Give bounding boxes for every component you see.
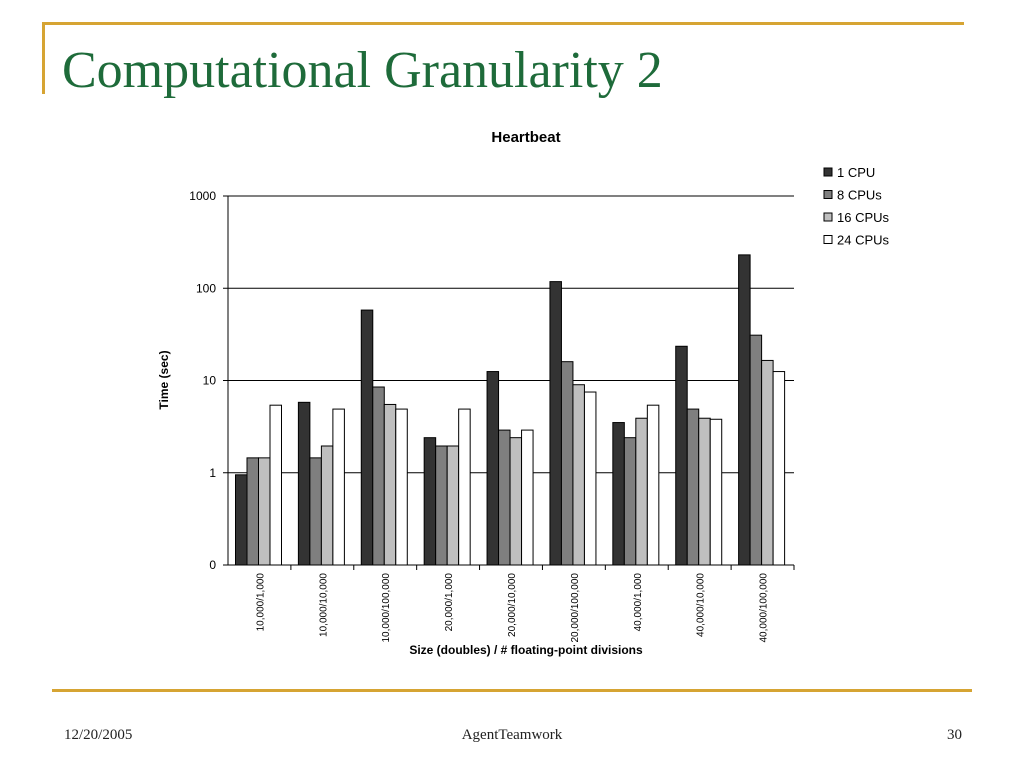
y-tick-label: 100: [195, 281, 216, 296]
bar: [396, 409, 408, 565]
bar: [424, 438, 436, 565]
x-tick-label: 20,000/1,000: [444, 573, 456, 632]
bar: [676, 346, 688, 565]
bar: [739, 255, 751, 565]
bar: [459, 409, 471, 565]
bar: [762, 360, 774, 565]
y-tick-label: 0: [209, 558, 216, 572]
x-tick-label: 10,000/1,000: [255, 573, 267, 632]
y-tick-label: 1: [209, 465, 216, 480]
bar: [259, 458, 271, 565]
x-tick-label: 40,000/1,000: [632, 573, 644, 632]
legend-swatch: [824, 168, 832, 176]
slide-title: Computational Granularity 2: [62, 42, 663, 99]
x-axis-label: Size (doubles) / # floating-point divisions: [409, 643, 643, 657]
footer-date: 12/20/2005: [64, 727, 133, 743]
bar: [710, 419, 722, 565]
y-tick-label: 10: [202, 373, 216, 388]
bar: [310, 458, 322, 565]
y-axis-label: Time (sec): [157, 350, 171, 410]
bar: [699, 418, 711, 565]
bar: [522, 430, 534, 565]
bar: [384, 404, 396, 565]
bar: [573, 385, 585, 565]
bar: [298, 402, 310, 565]
x-tick-label: 40,000/100,000: [758, 573, 770, 643]
x-tick-label: 10,000/100,000: [381, 573, 393, 643]
footer-page-number: 30: [947, 727, 962, 743]
bar: [550, 282, 562, 565]
bar: [687, 409, 699, 565]
legend: [824, 165, 890, 248]
bar: [333, 409, 345, 565]
legend-label: 24 CPUs: [837, 232, 890, 248]
legend-swatch: [824, 191, 832, 199]
bar: [270, 405, 282, 565]
bar: [510, 438, 522, 565]
bar: [613, 423, 625, 565]
x-tick-label: 20,000/100,000: [569, 573, 581, 643]
y-tick-label: 1000: [189, 189, 216, 203]
bar: [647, 405, 659, 565]
plot-area: [189, 189, 794, 643]
bar: [247, 458, 259, 565]
bar: [487, 372, 499, 565]
bar: [750, 335, 762, 565]
footer-title: AgentTeamwork: [461, 727, 563, 743]
bar: [584, 392, 596, 565]
bar: [636, 418, 648, 565]
bar: [624, 438, 636, 565]
bar: [447, 446, 459, 565]
legend-label: 8 CPUs: [837, 187, 882, 203]
legend-label: 1 CPU: [837, 165, 876, 180]
bar: [499, 430, 511, 565]
bar: [373, 387, 385, 565]
bar: [236, 475, 248, 565]
legend-label: 16 CPUs: [837, 210, 890, 225]
bar: [561, 362, 573, 565]
bar: [773, 372, 785, 565]
x-tick-label: 10,000/10,000: [318, 573, 330, 637]
chart-title: Heartbeat: [491, 129, 561, 146]
x-tick-label: 20,000/10,000: [507, 573, 518, 637]
bar: [361, 310, 373, 565]
x-tick-label: 40,000/10,000: [695, 573, 707, 637]
legend-swatch: [824, 236, 832, 244]
footer-rule: [52, 689, 972, 692]
bar: [436, 446, 448, 565]
bar: [321, 446, 333, 565]
legend-swatch: [824, 213, 832, 221]
